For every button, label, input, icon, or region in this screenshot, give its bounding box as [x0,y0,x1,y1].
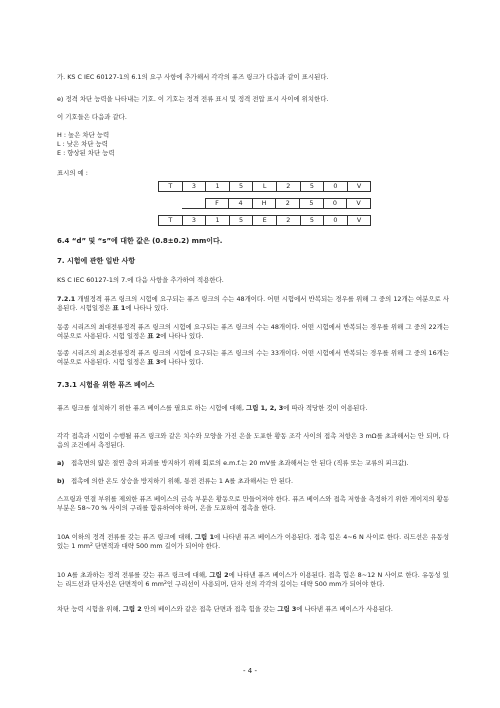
marking-example-2 [158,198,371,209]
table-ref: 표 2 [147,332,161,340]
symbols-intro: 이 기호들은 다음과 같다. [57,113,127,121]
section-6-4-heading: 6.4 “d” 및 “s”에 대한 값은 (0.8±0.2) mm이다. [57,237,223,245]
clause-number: 7.2.1 [57,295,76,303]
marking-cell: 3 [182,182,206,192]
marking-cell: H [252,199,276,209]
marking-example-3 [158,215,371,226]
table-ref: 표 1 [112,304,126,312]
table-ref: 표 3 [147,358,161,366]
paragraph-breaking-capacity: 차단 능력 시험을 위해, 그림 2 안의 베이스와 같은 접촉 단면과 접촉 힘을 갖는 그림 3에 나타낸 퓨즈 베이스가 사용된다. [57,605,393,613]
figure-ref: 그림 2 [122,605,142,613]
marking-cell: 0 [324,216,348,226]
symbol-h: H : 높은 차단 능력 [57,131,110,139]
marking-cell: 2 [276,199,300,209]
marking-cell: V [347,199,371,209]
intro-paragraph: 가. KS C IEC 60127-1의 6.1의 요구 사항에 추가해서 각각의 퓨즈 링크가 다음과 같이 표시된다. [57,73,329,81]
marking-cell: L [253,182,277,192]
marking-cell: 1 [206,182,230,192]
item-a: a) 접촉면의 얇은 절연 층의 파괴를 방지하기 위해 회로의 e.m.f.는 20 mV를 초과해서는 안 된다 (직류 또는 교류의 피크값). [57,459,409,467]
marking-cell [182,199,206,209]
marking-cell: T [159,182,183,192]
item-e-paragraph: e) 정격 차단 능력을 나타내는 기호. 이 기호는 정격 전류 표시 및 정격 전압 표시 사이에 위치한다. [57,95,329,103]
marking-cell: 5 [300,216,324,226]
marking-example-1 [158,181,371,192]
symbol-l: L : 낮은 차단 능력 [57,140,108,148]
marking-cell: 5 [300,182,324,192]
item-a-label: a) [57,459,65,467]
marking-cell: 0 [323,199,347,209]
symbols-list [57,131,449,158]
paragraph-spring: 스프링과 연결 부위를 제외한 퓨즈 베이스의 금속 부분은 황동으로 만들어져야 한다. 퓨즈 베이스와 접촉 저항을 측정하기 위한 게이지의 황동 부분은 58~70 % 사이의 구리를 함유하여야 하며, 은을 도포하여 접촉을 한다. [57,495,449,512]
paragraph-10a: 10A 이하의 정격 전류를 갖는 퓨즈 링크에 대해, 그림 1에 나타낸 퓨즈 베이스가 이용된다. 접촉 힘은 4~6 N 사이로 한다. 리드선은 유동성 있는 1 $mm^2$ 단면적과 대략 500 mm 길이가 되어야 한다. [57,533,449,550]
section-7-heading: 7. 시험에 관한 일반 사항 [57,257,136,265]
paragraph-max-rating: 동종 시리즈의 최대전류정격 퓨즈 링크의 시험에 요구되는 퓨즈 링크의 수는 48개이다. 어떤 시험에서 반복되는 경우를 위해 그 중의 22개는 여분으로 사용된다. 시험 일정은 표 2에 나타나 있다. [57,323,449,340]
marking-cell [158,199,182,209]
paragraph-over-10a: 10 A를 초과하는 정격 전류를 갖는 퓨즈 링크에 대해, 그림 2에 나타낸 퓨즈 베이스가 이용된다. 접촉 힘은 8~12 N 사이로 한다. 유동성 있는 리드선과 단자선은 단면적이 6 $mm^2$인 구리선이 사용되며, 단자 선의 각각의 길이는 대략 500 mm가 되어야 한다. [57,571,449,588]
marking-cell: E [253,216,277,226]
marking-cell: 1 [206,216,230,226]
marking-cell: 2 [276,182,300,192]
item-b-label: b) [57,477,65,485]
figure-ref: 그림 3 [277,605,297,613]
marking-cell: 5 [300,199,324,209]
paragraph-contact-resistance: 각각 접촉과 시험이 수행될 퓨즈 링크와 같은 치수와 모양을 가진 은을 도포한 황동 조각 사이의 접촉 저항은 3 mΩ를 초과해서는 안 되며, 다음의 조건에서 측정된다. [57,432,449,449]
section-7-3-1-heading: 7.3.1 시험을 위한 퓨즈 베이스 [57,381,155,389]
marking-cell: V [347,182,371,192]
figure-ref: 그림 1, 2, 3 [246,404,284,412]
marking-cell: 5 [229,216,253,226]
paragraph-7-2-1: 7.2.1 개별정격 퓨즈 링크의 시험에 요구되는 퓨즈 링크의 수는 48개이다. 어떤 시험에서 반복되는 경우를 위해 그 중의 12개는 여분으로 사용된다. 시험일정은 표 1에 나타나 있다. [57,295,449,312]
marking-cell: V [347,216,371,226]
marking-cell: 4 [229,199,253,209]
marking-cell: 5 [229,182,253,192]
example-label: 표시의 예 : [57,169,88,177]
page-number: - 4 - [243,667,257,675]
marking-cell: 2 [276,216,300,226]
figure-ref: 그림 1 [194,533,215,541]
marking-cell: 3 [182,216,206,226]
figure-ref: 그림 2 [209,571,229,579]
section-7-intro: KS C IEC 60127-1의 7.에 다음 사항을 추가하여 적용한다. [57,276,224,284]
marking-cell: F [205,199,229,209]
paragraph-fuse-base: 퓨즈 링크를 설치하기 위한 퓨즈 베이스를 필요로 하는 시험에 대해, 그림 1, 2, 3에 따라 적당한 것이 이용된다. [57,404,368,412]
paragraph-min-rating: 동종 시리즈의 최소전류정격 퓨즈 링크의 시험에 요구되는 퓨즈 링크의 수는 33개이다. 어떤 시험에서 반복되는 경우를 위해 그 중의 16개는 여분으로 사용된다. 시험 일정은 표 3에 나타나 있다. [57,349,449,366]
item-b: b) 접촉에 의한 온도 상승을 방지하기 위해, 통전 전류는 1 A를 초과해서는 안 된다. [57,477,294,485]
marking-cell: 0 [324,182,348,192]
symbol-e: E : 향상된 차단 능력 [57,149,115,157]
marking-cell: T [159,216,183,226]
